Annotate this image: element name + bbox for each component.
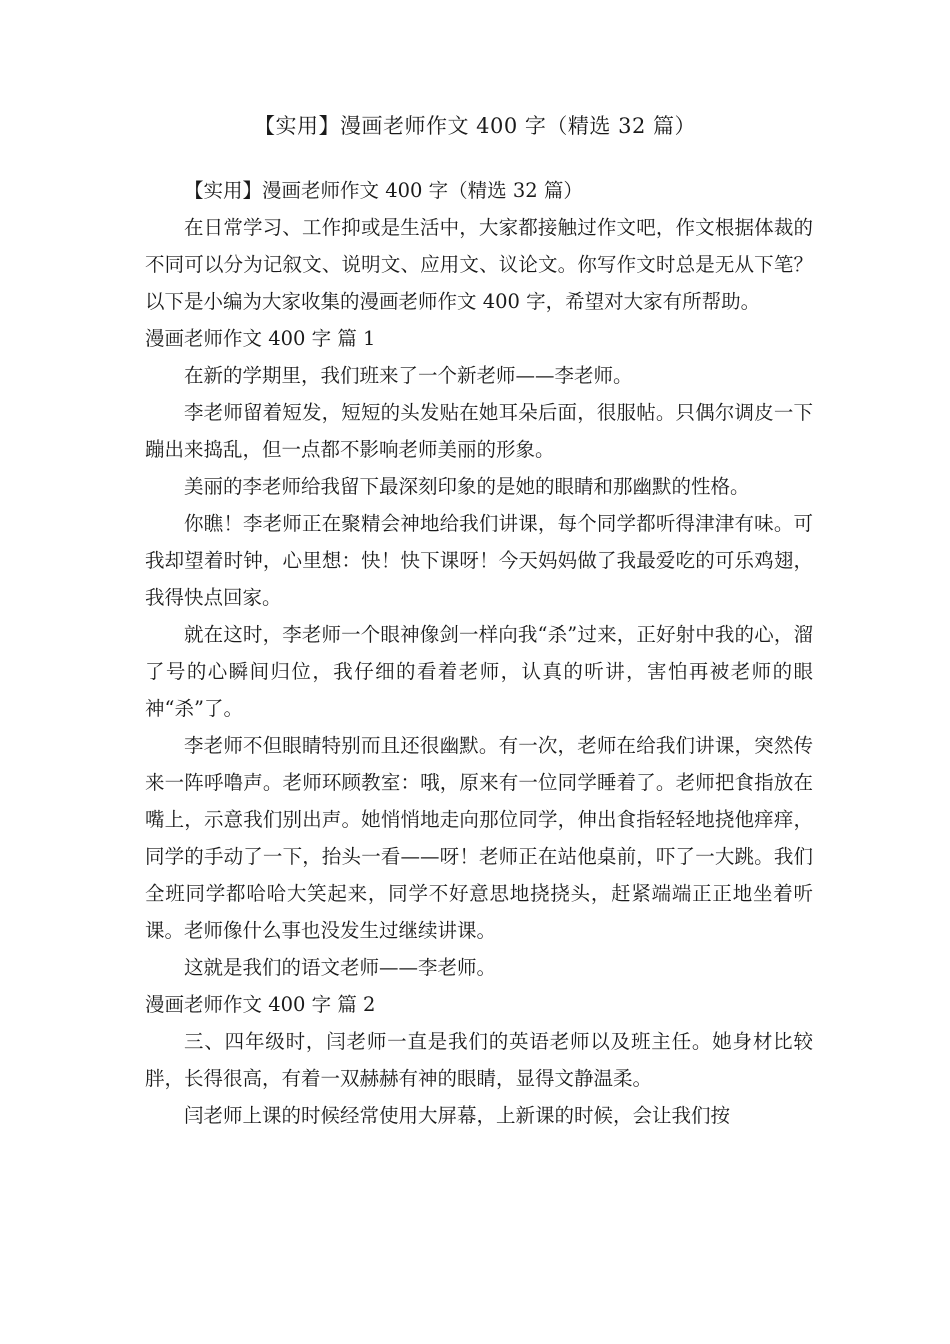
section1-paragraph: 就在这时，李老师一个眼神像剑一样向我“杀”过来，正好射中我的心，溜了号的心瞬间归位，我仔细的看着老师，认真的听讲，害怕再被老师的眼神“杀”了。: [145, 623, 813, 720]
section1-paragraph: 在新的学期里，我们班来了一个新老师——李老师。: [184, 364, 633, 387]
section-heading-1: 漫画老师作文 400 字 篇 1: [145, 327, 376, 350]
document-title: 【实用】漫画老师作文 400 字（精选 32 篇）: [253, 114, 696, 138]
section1-paragraph: 这就是我们的语文老师——李老师。: [184, 956, 497, 979]
section1-paragraph: 你瞧！李老师正在聚精会神地给我们讲课，每个同学都听得津津有味。可我却望着时钟，心里想：快！快下课呀！今天妈妈做了我最爱吃的可乐鸡翅，我得快点回家。: [145, 512, 813, 609]
section2-paragraph: 闫老师上课的时候经常使用大屏幕，上新课的时候，会让我们按: [184, 1104, 731, 1127]
section1-paragraph: 李老师不但眼睛特别而且还很幽默。有一次，老师在给我们讲课，突然传来一阵呼噜声。老师环顾教室：哦，原来有一位同学睡着了。老师把食指放在嘴上，示意我们别出声。她悄悄地走向那位同学，伸出食指轻轻地挠他痒痒，同学的手动了一下，抬头一看——呀！老师正在站他桌前，吓了一大跳。我们全班同学都哈哈大笑起来，同学不好意思地挠挠头，赶紧端端正正地坐着听课。老师像什么事也没发生过继续讲课。: [145, 734, 813, 942]
section1-paragraph: 李老师留着短发，短短的头发贴在她耳朵后面，很服帖。只偶尔调皮一下蹦出来捣乱，但一点都不影响老师美丽的形象。: [145, 401, 813, 461]
document-body: [145, 172, 813, 1134]
section1-paragraph: 美丽的李老师给我留下最深刻印象的是她的眼睛和那幽默的性格。: [184, 475, 750, 498]
intro-paragraph: 在日常学习、工作抑或是生活中，大家都接触过作文吧，作文根据体裁的不同可以分为记叙文、说明文、应用文、议论文。你写作文时总是无从下笔？以下是小编为大家收集的漫画老师作文 400 字，希望对大家有所帮助。: [145, 216, 813, 313]
section2-paragraph: 三、四年级时，闫老师一直是我们的英语老师以及班主任。她身材比较胖，长得很高，有着一双赫赫有神的眼睛，显得文静温柔。: [145, 1030, 813, 1090]
subtitle: 【实用】漫画老师作文 400 字（精选 32 篇）: [184, 179, 583, 202]
section-heading-2: 漫画老师作文 400 字 篇 2: [145, 993, 376, 1016]
